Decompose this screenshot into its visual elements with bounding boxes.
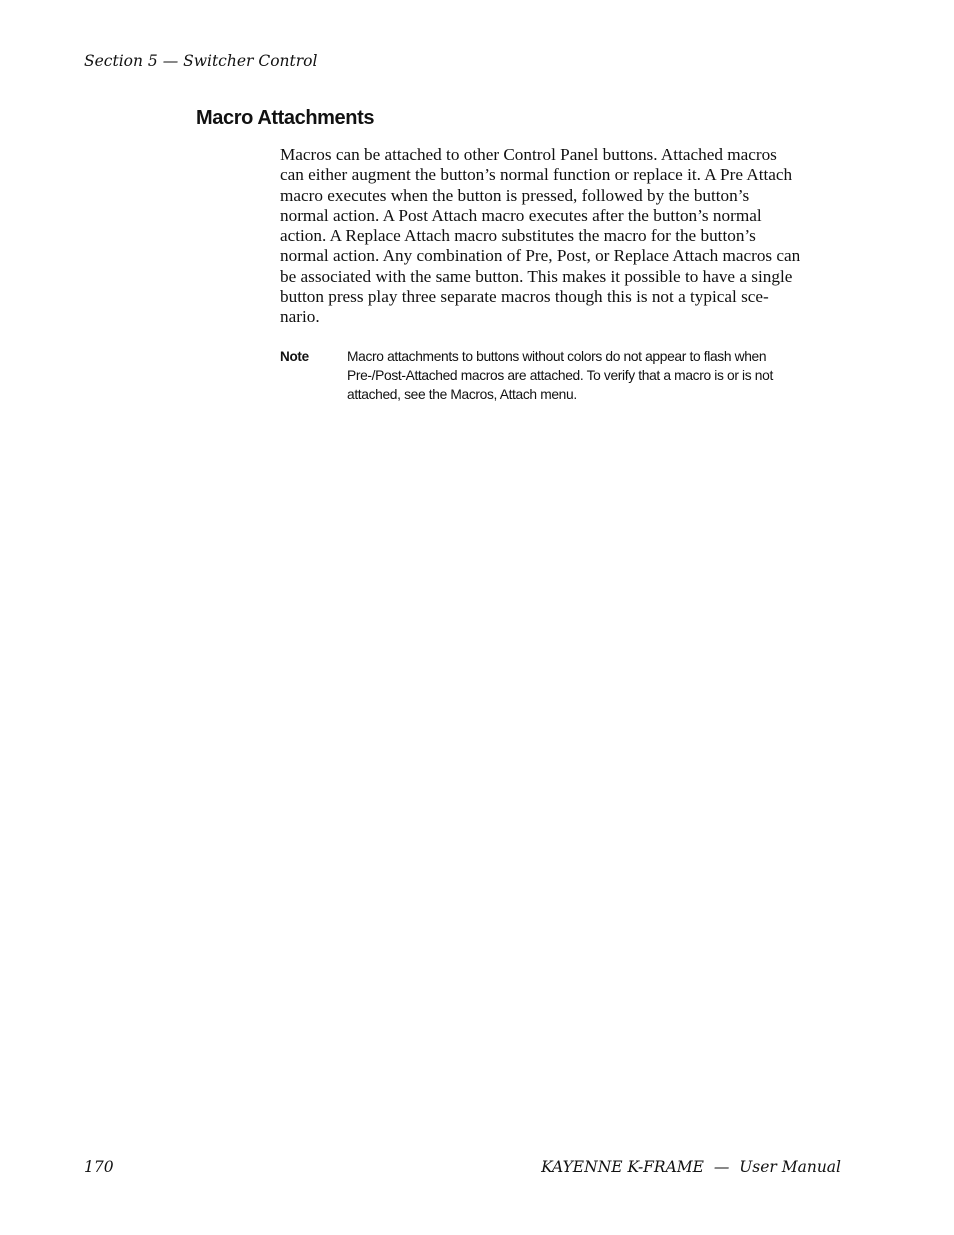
body-paragraph xyxy=(280,145,842,328)
paragraph-line: Macros can be attached to other Control Panel buttons. Attached macros xyxy=(280,145,777,164)
paragraph-line: macro executes when the button is pressed, followed by the button’s xyxy=(280,185,750,205)
manual-title: KAYENNE K-FRAME — User Manual xyxy=(541,1158,841,1176)
section-heading: Macro Attachments xyxy=(196,107,375,129)
note-text xyxy=(347,347,827,404)
note-line: attached, see the Macros, Attach menu. xyxy=(347,387,577,402)
paragraph-line: normal action. A Post Attach macro executes after the button’s normal xyxy=(280,205,762,225)
page-number: 170 xyxy=(84,1158,114,1176)
note-label: Note xyxy=(280,349,309,364)
paragraph-line: nario. xyxy=(280,307,320,327)
paragraph-line: normal action. Any combination of Pre, Post, or Replace Attach macros can xyxy=(280,246,801,266)
note-line: Pre-/Post-Attached macros are attached. To verify that a macro is or is not xyxy=(347,368,773,383)
paragraph-line: can either augment the button’s normal function or replace it. A Pre Attach xyxy=(280,165,793,185)
paragraph-line: action. A Replace Attach macro substitutes the macro for the button’s xyxy=(280,226,756,246)
paragraph-line: be associated with the same button. This makes it possible to have a single xyxy=(280,266,793,286)
note-line: Macro attachments to buttons without colors do not appear to flash when xyxy=(347,349,767,364)
running-header: Section 5 — Switcher Control xyxy=(84,52,318,70)
paragraph-line: button press play three separate macros though this is not a typical sce- xyxy=(280,287,769,307)
